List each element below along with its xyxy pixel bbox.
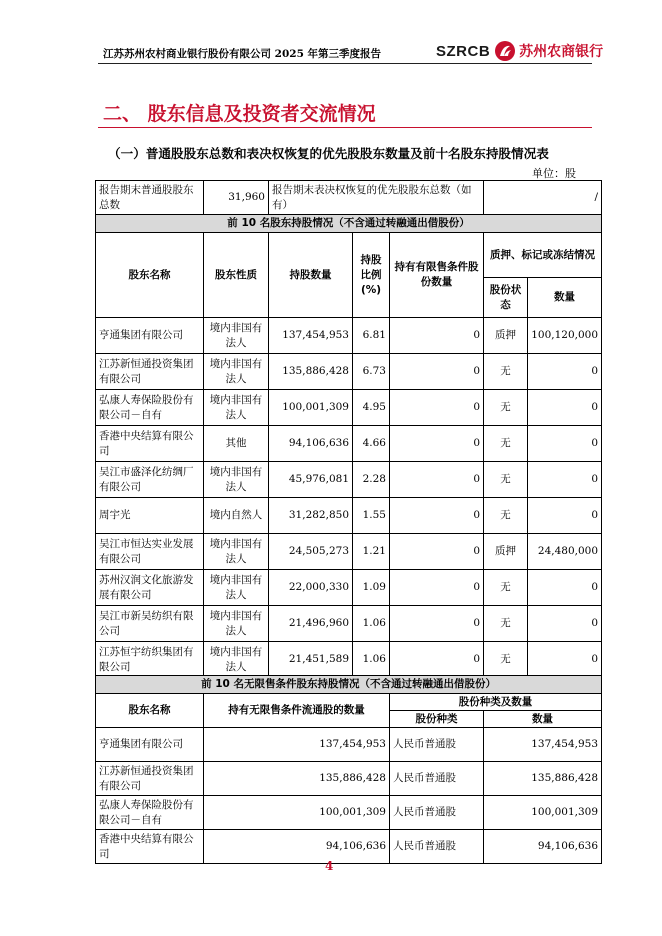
col-header-shares: 持股数量 [269,233,353,318]
holder-name: 江苏新恒通投资集团有限公司 [96,354,204,390]
holder-restricted: 0 [390,534,484,570]
holder-ratio: 1.55 [353,498,390,534]
holder-name: 苏州汉润文化旅游发展有限公司 [96,570,204,606]
pledge-status: 无 [484,426,528,462]
page-number: 4 [325,859,334,873]
holder-ratio: 6.73 [353,354,390,390]
holder-shares: 45,976,081 [269,462,353,498]
holder-name: 弘康人寿保险股份有限公司－自有 [96,390,204,426]
pledge-qty: 0 [528,570,602,606]
holder-shares: 21,451,589 [269,642,353,678]
share-qty: 94,106,636 [484,830,602,864]
holder-restricted: 0 [390,426,484,462]
pledge-qty: 0 [528,606,602,642]
table-row [96,606,602,642]
holder-ratio: 6.81 [353,318,390,354]
pledge-qty: 0 [528,426,602,462]
holder-nature: 境内非国有法人 [204,570,269,606]
pledge-qty: 0 [528,498,602,534]
unrestricted-shares: 94,106,636 [204,830,390,864]
pledge-qty: 0 [528,390,602,426]
u-col-header-type-group: 股份种类及数量 [390,694,602,711]
bank-logo [436,40,603,62]
col-header-pledge-status: 股份状态 [484,278,528,318]
unit-label: 单位：股 [532,167,576,180]
pledge-qty: 0 [528,462,602,498]
pledge-status: 质押 [484,534,528,570]
table-row [96,318,602,354]
holder-ratio: 1.09 [353,570,390,606]
share-type: 人民币普通股 [390,762,484,796]
table-row [96,762,602,796]
col-header-pledge-qty: 数量 [528,278,602,318]
holder-ratio: 4.95 [353,390,390,426]
table-row [96,796,602,830]
col-header-ratio: 持股比例(%) [353,233,390,318]
report-header-title: 江苏苏州农村商业银行股份有限公司 2025 年第三季度报告 [103,48,382,60]
header-rule [98,63,592,64]
total-holders-value: 31,960 [204,181,269,215]
pledge-status: 无 [484,570,528,606]
holder-name: 吴江市盛泽化纺绸厂有限公司 [96,462,204,498]
holder-ratio: 4.66 [353,426,390,462]
holder-nature: 境内非国有法人 [204,606,269,642]
col-header-pledge-group: 质押、标记或冻结情况 [484,233,602,278]
holder-shares: 31,282,850 [269,498,353,534]
table-row [96,642,602,678]
holder-name: 亨通集团有限公司 [96,728,204,762]
u-col-header-type: 股份种类 [390,711,484,728]
holder-nature: 境内非国有法人 [204,390,269,426]
holder-shares: 135,886,428 [269,354,353,390]
holder-shares: 94,106,636 [269,426,353,462]
holder-name: 吴江市恒达实业发展有限公司 [96,534,204,570]
pledge-qty: 0 [528,354,602,390]
holder-restricted: 0 [390,570,484,606]
share-type: 人民币普通股 [390,728,484,762]
unrestricted-shares: 135,886,428 [204,762,390,796]
holder-name: 江苏恒宇纺织集团有限公司 [96,642,204,678]
pledge-status: 无 [484,642,528,678]
holder-name: 江苏新恒通投资集团有限公司 [96,762,204,796]
table-row [96,462,602,498]
holder-nature: 其他 [204,426,269,462]
table-row [96,354,602,390]
holder-restricted: 0 [390,318,484,354]
col-header-restricted: 持有有限售条件股份数量 [390,233,484,318]
holder-nature: 境内自然人 [204,498,269,534]
shareholder-table [95,180,602,678]
section-rule [98,127,592,128]
holder-name: 吴江市新吴纺织有限公司 [96,606,204,642]
holder-shares: 24,505,273 [269,534,353,570]
holder-nature: 境内非国有法人 [204,318,269,354]
holder-shares: 100,001,309 [269,390,353,426]
table-row [96,728,602,762]
pledge-status: 无 [484,354,528,390]
holder-shares: 21,496,960 [269,606,353,642]
pledge-status: 无 [484,606,528,642]
holder-ratio: 2.28 [353,462,390,498]
holder-shares: 22,000,330 [269,570,353,606]
holder-ratio: 1.06 [353,642,390,678]
holder-restricted: 0 [390,642,484,678]
preferred-holders-value: / [484,181,602,215]
holder-nature: 境内非国有法人 [204,462,269,498]
holder-name: 周宇光 [96,498,204,534]
holder-nature: 境内非国有法人 [204,534,269,570]
holder-ratio: 1.21 [353,534,390,570]
share-qty: 135,886,428 [484,762,602,796]
share-type: 人民币普通股 [390,796,484,830]
pledge-qty: 100,120,000 [528,318,602,354]
top10-caption: 前 10 名股东持股情况（不含通过转融通出借股份） [96,215,602,233]
col-header-nature: 股东性质 [204,233,269,318]
pledge-status: 无 [484,498,528,534]
preferred-holders-label: 报告期末表决权恢复的优先股股东总数（如有） [269,181,484,215]
table-row [96,498,602,534]
holder-ratio: 1.06 [353,606,390,642]
holder-nature: 境内非国有法人 [204,642,269,678]
logo-en-text: SZRCB [436,42,491,60]
u-col-header-qty: 数量 [484,711,602,728]
pledge-status: 无 [484,390,528,426]
unrestricted-caption: 前 10 名无限售条件股东持股情况（不含通过转融通出借股份） [96,676,602,694]
summary-row [96,181,602,215]
u-col-header-shares: 持有无限售条件流通股的数量 [204,694,390,728]
col-header-name: 股东名称 [96,233,204,318]
holder-restricted: 0 [390,498,484,534]
holder-name: 香港中央结算有限公司 [96,426,204,462]
holder-restricted: 0 [390,606,484,642]
pledge-status: 无 [484,462,528,498]
pledge-qty: 24,480,000 [528,534,602,570]
holder-name: 香港中央结算有限公司 [96,830,204,864]
share-type: 人民币普通股 [390,830,484,864]
logo-cn-text: 苏州农商银行 [519,44,604,60]
total-holders-label: 报告期末普通股股东总数 [96,181,204,215]
holder-name: 亨通集团有限公司 [96,318,204,354]
subsection-title: （一）普通股股东总数和表决权恢复的优先股股东数量及前十名股东持股情况表 [108,146,549,161]
holder-shares: 137,454,953 [269,318,353,354]
holder-restricted: 0 [390,354,484,390]
share-qty: 137,454,953 [484,728,602,762]
share-qty: 100,001,309 [484,796,602,830]
table-row [96,534,602,570]
table-row [96,830,602,864]
holder-restricted: 0 [390,390,484,426]
holder-nature: 境内非国有法人 [204,354,269,390]
unrestricted-shares: 137,454,953 [204,728,390,762]
pledge-status: 质押 [484,318,528,354]
table-row [96,426,602,462]
table-row [96,390,602,426]
logo-icon [494,40,516,62]
pledge-qty: 0 [528,642,602,678]
holder-name: 弘康人寿保险股份有限公司－自有 [96,796,204,830]
unrestricted-shares: 100,001,309 [204,796,390,830]
table-row [96,570,602,606]
holder-restricted: 0 [390,462,484,498]
section-title: 二、 股东信息及投资者交流情况 [103,103,376,125]
unrestricted-table [95,675,602,864]
u-col-header-name: 股东名称 [96,694,204,728]
